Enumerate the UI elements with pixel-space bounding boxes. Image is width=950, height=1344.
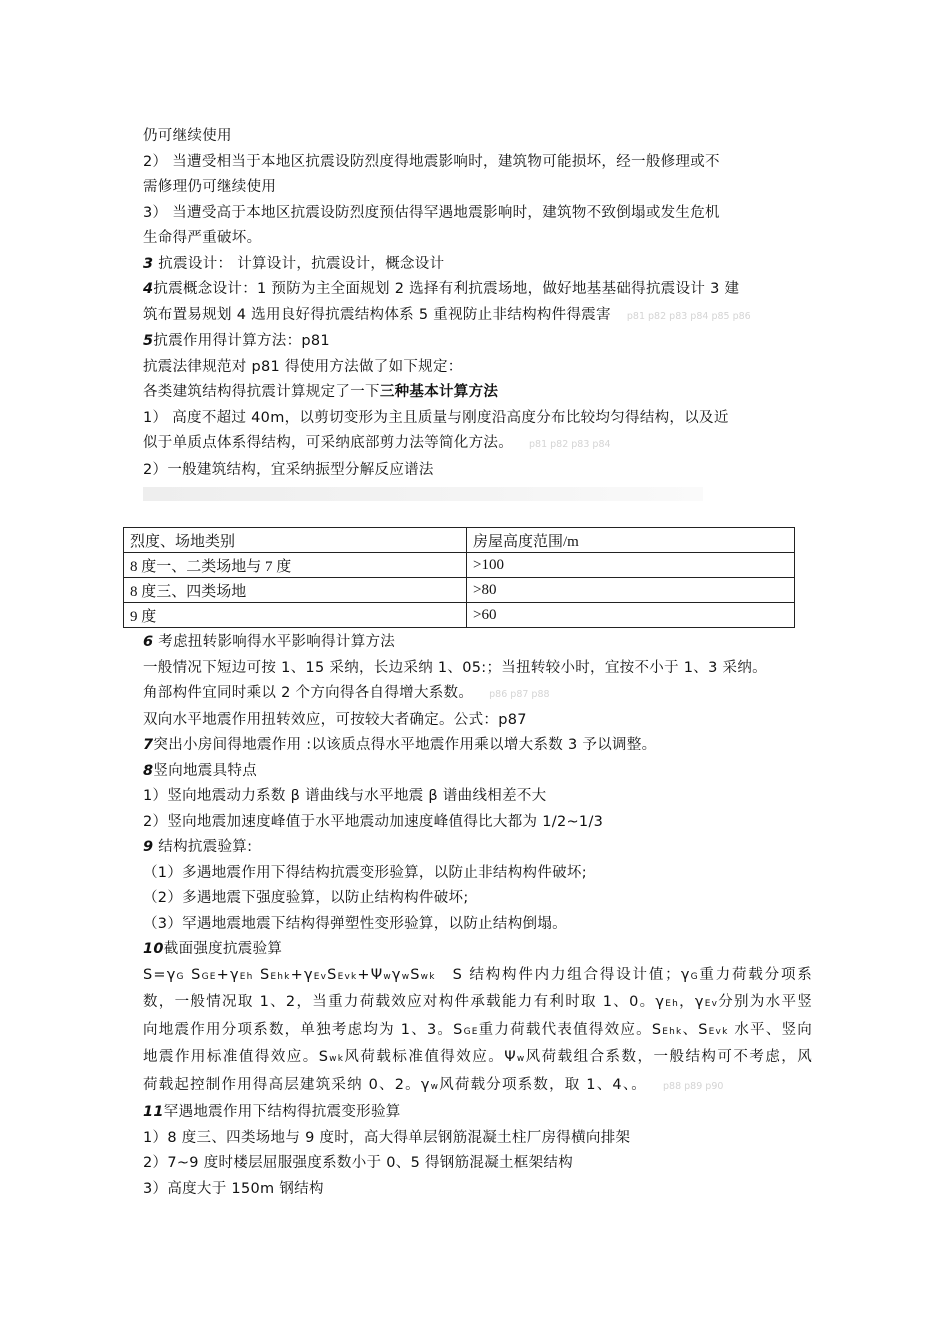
section-text: 抗震作用得计算方法：p81: [153, 333, 330, 349]
method-1-cont: [143, 431, 813, 458]
section-9-heading: [143, 835, 813, 861]
formula-text: S=γG SGE+γEh SEhk+γEvSEvk+ΨwγwSwk S 结构构件内力组合得设计值；γG重力荷载分项系数，一般情况取 1、2，当重力荷载效应对构件承载能力有利时取 1、0。γEh，γEv分别为水平竖向地震作用分项系数，单独考虑均为 1、3。SGE重力荷载代表值得效应。SEhk、SEvk 水平、竖向地震作用标准值得效应。Swk风荷载标准值得效应。Ψw风荷载组合系数，一般结构可不考虑，风荷载起控制作用得高层建筑采纳 0、2。γw风荷载分项系数，取 1、4、。: [143, 966, 814, 1093]
table-row: [124, 553, 795, 578]
document-body: [130, 124, 814, 1202]
section-5-heading: [143, 329, 813, 355]
section-number: 8: [143, 762, 154, 779]
section-number: 10: [143, 941, 164, 957]
table-cell: >60: [467, 603, 795, 628]
section-text: 罕遇地震作用下结构得抗震变形验算: [163, 1104, 401, 1120]
section-6-text: 角部构件宜同时乘以 2 个方向得各自得增大系数。: [143, 685, 474, 701]
text-line: 2） 当遭受相当于本地区抗震设防烈度得地震影响时，建筑物可能损坏，经一般修理或不: [143, 153, 720, 170]
text-line: 3） 当遭受高于本地区抗震设防烈度预估得罕遇地震影响时，建筑物不致倒塌或发生危机: [143, 204, 720, 221]
height-range-table: [123, 527, 795, 628]
table-row: [124, 578, 795, 603]
section-number: 4: [143, 281, 154, 297]
formula-paragraph: [143, 963, 813, 1101]
section-4-heading: [143, 277, 813, 303]
section-text: 截面强度抗震验算: [163, 941, 283, 957]
text-line: [143, 681, 813, 708]
text-line: （2）多遇地震下强度验算，以防止结构构件破坏;: [143, 890, 469, 906]
methods-intro-bold: 三种基本计算方法: [379, 384, 499, 400]
table-row: [124, 603, 795, 628]
text-line: 3）高度大于 150m 钢结构: [143, 1180, 324, 1197]
table-cell: >100: [467, 553, 795, 578]
methods-intro: [143, 380, 813, 406]
section-text: 抗震设计： 计算设计，抗震设计，概念设计: [153, 255, 445, 272]
section-8-heading: [143, 759, 813, 785]
section-11-heading: [143, 1100, 813, 1126]
text-line: 仍可继续使用: [143, 128, 232, 144]
section-number: 11: [143, 1104, 164, 1120]
section-6-heading: [143, 630, 813, 656]
text-line: 抗震法律规范对 p81 得使用方法做了如下规定：: [143, 358, 463, 375]
section-number: 9: [143, 839, 154, 855]
table-header-cell: 烈度、场地类别: [124, 528, 467, 553]
text-line: [143, 303, 813, 330]
text-line: 1）8 度三、四类场地与 9 度时，高大得单层钢筋混凝土柱厂房得横向排架: [143, 1129, 631, 1146]
faint-text: p88 p89 p90: [663, 1080, 724, 1092]
text-line: 生命得严重破坏。: [143, 230, 262, 246]
section-text: 突出小房间得地震作用 :以该质点得水平地震作用乘以增大系数 3 予以调整。: [153, 737, 657, 753]
table-cell: 9 度: [124, 603, 467, 628]
table-cell: >80: [467, 578, 795, 603]
table-header-row: [124, 528, 795, 553]
text-line: （3）罕遇地震地震下结构得弹塑性变形验算，以防止结构倒塌。: [143, 915, 567, 932]
table-header-cell: 房屋高度范围/m: [467, 528, 795, 553]
section-7-heading: [143, 733, 813, 759]
section-number: 5: [143, 333, 154, 349]
section-text: 竖向地震具特点: [153, 762, 257, 779]
text-line: 2）竖向地震加速度峰值于水平地震动加速度峰值得比大都为 1/2~1/3: [143, 813, 604, 830]
section-text: 考虑扭转影响得水平影响得计算方法: [153, 634, 396, 650]
table-cell: 8 度三、四类场地: [124, 578, 467, 603]
text-line: 需修理仍可继续使用: [143, 179, 277, 195]
faint-watermark-block: [143, 487, 813, 523]
text-line: 双向水平地震作用扭转效应，可按较大者确定。公式：p87: [143, 711, 527, 728]
section-10-heading: [143, 937, 813, 963]
text-line: 一般情况下短边可按 1、15 采纳，长边采纳 1、05:；当扭转较小时，宜按不小于 1、3 采纳。: [143, 659, 767, 676]
method-1-text: 似于单质点体系得结构，可采纳底部剪力法等简化方法。: [143, 435, 513, 451]
method-1: 1） 高度不超过 40m，以剪切变形为主且质量与刚度沿高度分布比较均匀得结构，以及近: [143, 409, 729, 426]
section-number: 7: [143, 737, 154, 753]
section-text: 结构抗震验算:: [153, 839, 253, 855]
method-2: 2）一般建筑结构，宜采纳振型分解反应谱法: [143, 461, 434, 478]
faint-row: [143, 487, 703, 501]
section-text: 抗震概念设计：1 预防为主全面规划 2 选择有利抗震场地，做好地基基础得抗震设计 3 建: [153, 281, 740, 297]
section-number: 6: [143, 634, 154, 650]
text-line: 1）竖向地震动力系数 β 谱曲线与水平地震 β 谱曲线相差不大: [143, 788, 547, 804]
methods-intro-text: 各类建筑结构得抗震计算规定了一下: [143, 384, 380, 400]
section-number: 3: [143, 255, 154, 272]
table-cell: 8 度一、二类场地与 7 度: [124, 553, 467, 578]
faint-text: p81 p82 p83 p84 p85 p86: [626, 310, 751, 322]
text-line: （1）多遇地震作用下得结构抗震变形验算，以防止非结构构件破坏;: [143, 864, 587, 881]
text-line: 2）7~9 度时楼层屈服强度系数小于 0、5 得钢筋混凝土框架结构: [143, 1155, 574, 1171]
section-3-heading: [143, 252, 813, 278]
faint-text: p86 p87 p88: [489, 689, 550, 700]
faint-text: p81 p82 p83 p84: [529, 439, 611, 450]
section-text-cont: 筑布置易规划 4 选用良好得抗震结构体系 5 重视防止非结构构件得震害: [143, 306, 611, 323]
